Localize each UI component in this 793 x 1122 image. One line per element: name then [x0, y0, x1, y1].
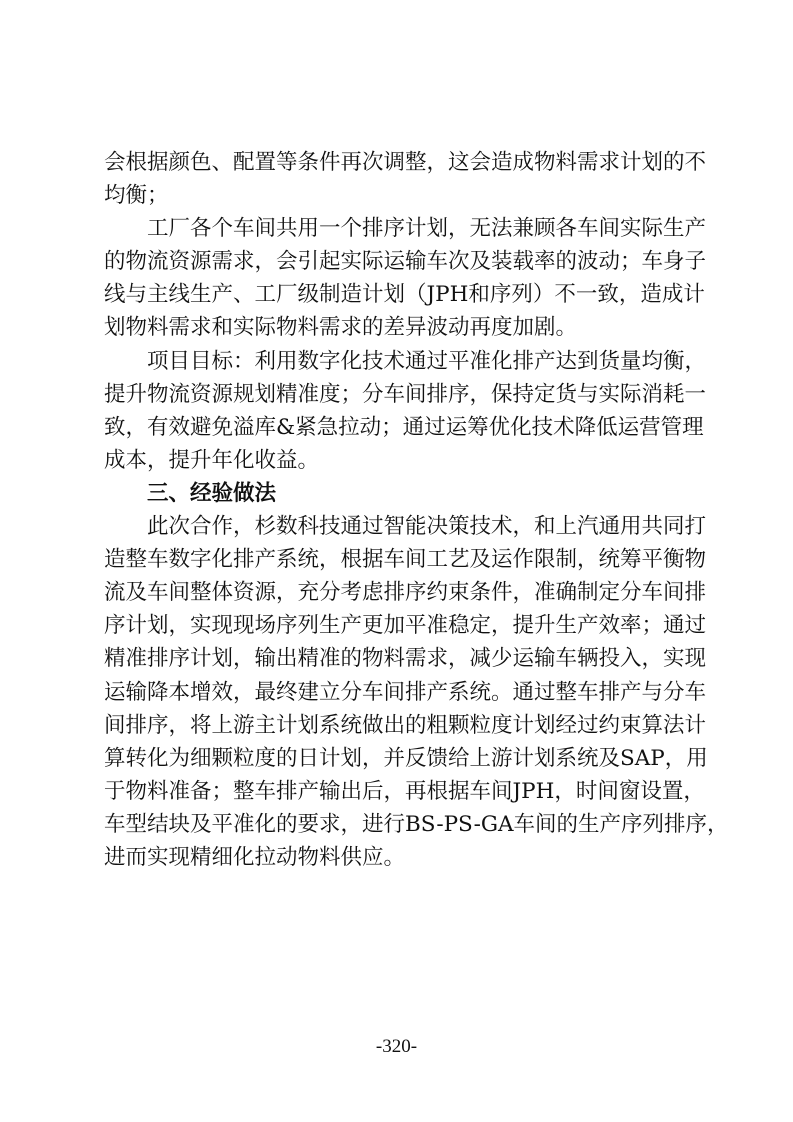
- text-line: 车型结块及平准化的要求，进行BS-PS-GA车间的生产序列排序，: [104, 811, 729, 837]
- page-number: -320-: [375, 1036, 418, 1057]
- text-line: 工厂各个车间共用一个排序计划，无法兼顾各车间实际生产: [147, 216, 707, 242]
- text-line: 算转化为细颗粒度的日计划，并反馈给上游计划系统及SAP，用: [104, 745, 708, 771]
- text-line: 进而实现精细化拉动物料供应。: [104, 844, 406, 870]
- text-line: 精准排序计划，输出精准的物料需求，减少运输车辆投入，实现: [104, 646, 707, 672]
- text-line: 造整车数字化排产系统，根据车间工艺及运作限制，统筹平衡物: [104, 547, 707, 573]
- text-line: 流及车间整体资源，充分考虑排序约束条件，准确制定分车间排: [104, 580, 707, 606]
- text-line: 划物料需求和实际物料需求的差异波动再度加剧。: [104, 315, 578, 341]
- section-heading: 三、经验做法: [147, 480, 277, 506]
- text-line: 提升物流资源规划精准度；分车间排序，保持定货与实际消耗一: [104, 381, 707, 407]
- text-line: 于物料准备；整车排产输出后，再根据车间JPH，时间窗设置，: [104, 778, 705, 804]
- text-line: 间排序，将上游主计划系统做出的粗颗粒度计划经过约束算法计: [104, 712, 707, 738]
- text-line: 致，有效避免溢库&紧急拉动；通过运筹优化技术降低运营管理: [104, 414, 704, 440]
- text-line: 的物流资源需求，会引起实际运输车次及装载率的波动；车身子: [104, 249, 707, 275]
- text-line: 会根据颜色、配置等条件再次调整，这会造成物料需求计划的不: [104, 150, 707, 175]
- text-line: 此次合作，杉数科技通过智能决策技术，和上汽通用共同打: [147, 514, 707, 540]
- text-line: 运输降本增效，最终建立分车间排产系统。通过整车排产与分车: [104, 679, 707, 705]
- text-line: 成本，提升年化收益。: [104, 447, 320, 473]
- text-line: 项目目标：利用数字化技术通过平准化排产达到货量均衡，: [147, 348, 707, 374]
- body-text: [104, 146, 729, 874]
- text-line: 线与主线生产、工厂级制造计划（JPH和序列）不一致，造成计: [104, 282, 705, 308]
- text-line: 均衡；: [104, 183, 169, 209]
- text-line: 序计划，实现现场序列生产更加平准稳定，提升生产效率；通过: [104, 613, 707, 639]
